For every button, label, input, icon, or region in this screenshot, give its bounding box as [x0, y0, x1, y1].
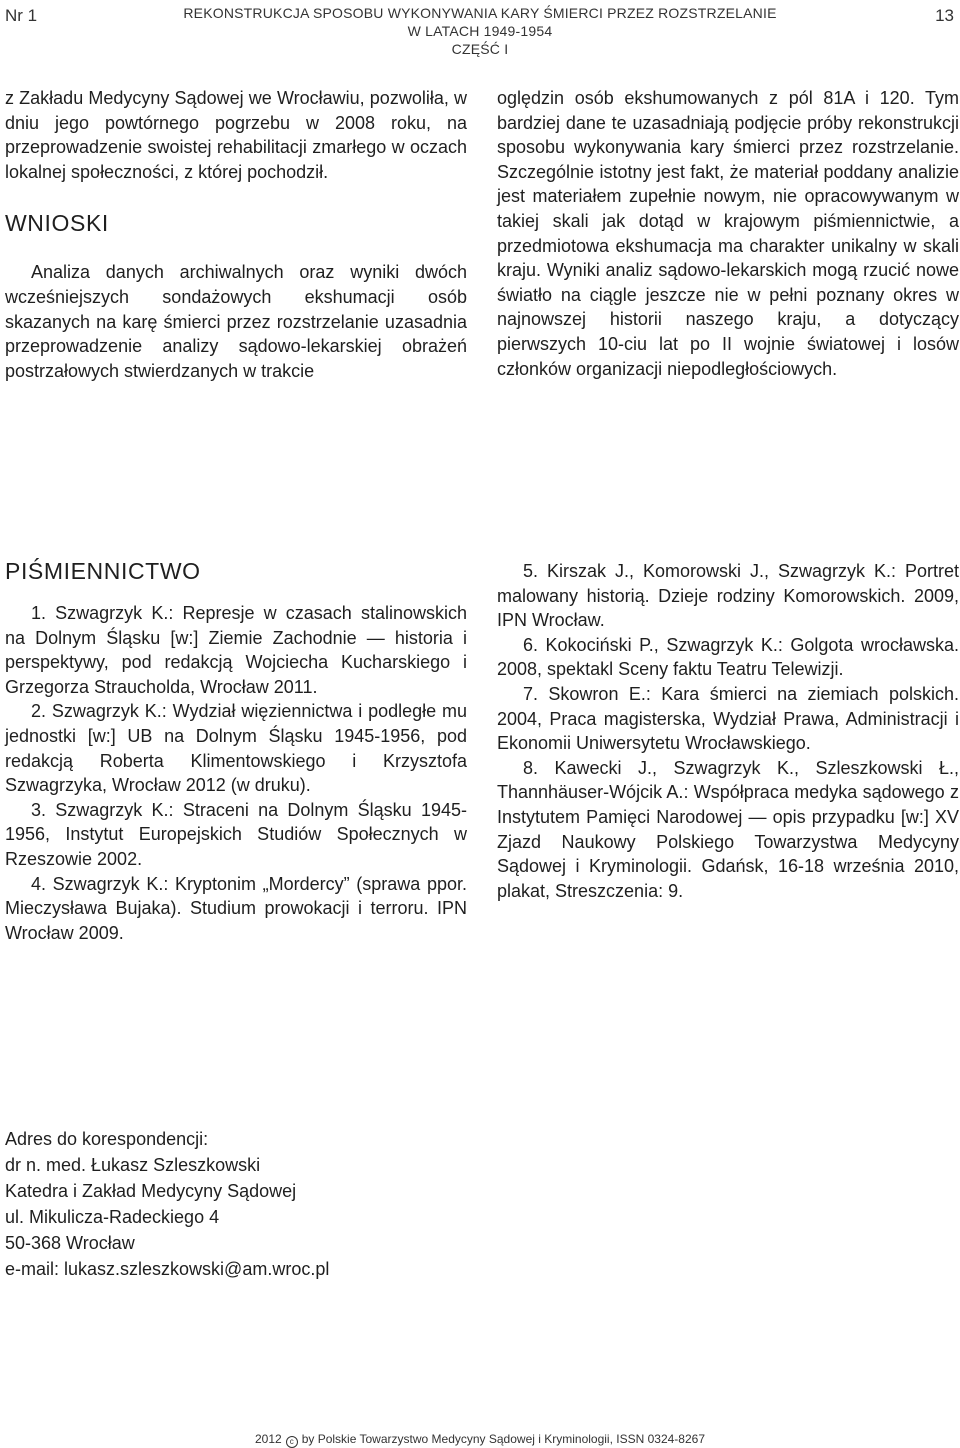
author-street: ul. Mikulicza-Radeckiego 4	[5, 1207, 220, 1227]
reference-item: 3. Szwagrzyk K.: Straceni na Dolnym Śląsku 1945-1956, Instytut Europejskich Studiów Społecznych w Rzeszowie 2002.	[5, 799, 467, 869]
correspondence-address	[5, 1126, 329, 1282]
reference-item: 4. Szwagrzyk K.: Kryptonim „Mordercy” (sprawa ppor. Mieczysława Bujaka). Studium prowokacji i terroru. IPN Wrocław 2009.	[5, 873, 467, 943]
conclusions-paragraph: Analiza danych archiwalnych oraz wyniki dwóch wcześniejszych sondażowych ekshumacji osób skazanych na karę śmierci przez rozstrzelanie uzasadnia przeprowadzenie analizy sądowo-lekarskiej obrażeń postrzałowych stwierdzanych w trakcie	[5, 262, 467, 381]
reference-item: 1. Szwagrzyk K.: Represje w czasach stalinowskich na Dolnym Śląsku [w:] Ziemie Zachodnie — historia i perspektywy, pod redakcją Wojciecha Kucharskiego i Grzegorza Straucholda, Wrocław 2011.	[5, 603, 467, 697]
reference-item: 6. Kokociński P., Szwagrzyk K.: Golgota wrocławska. 2008, spektakl Sceny faktu Teatru Telewizji.	[497, 634, 959, 680]
running-title-line-3: CZĘŚĆ I	[451, 41, 509, 57]
footer-year: 2012	[255, 1432, 282, 1446]
page-number: 13	[935, 6, 954, 25]
reference-item: 2. Szwagrzyk K.: Wydział więziennictwa i podległe mu jednostki [w:] UB na Dolnym Śląsku 1945-1956, pod redakcją Roberta Klimentowskiego i Krzysztofa Szwagrzyka, Wrocław 2012 (w druku).	[5, 701, 467, 796]
running-title	[160, 4, 800, 58]
author-email: e-mail: lukasz.szleszkowski@am.wroc.pl	[5, 1259, 330, 1279]
running-title-line-1: REKONSTRUKCJA SPOSOBU WYKONYWANIA KARY ŚMIERCI PRZEZ ROZSTRZELANIE	[183, 5, 777, 21]
issue-number: Nr 1	[5, 6, 38, 25]
references-left	[5, 557, 467, 945]
correspondence-label: Adres do korespondencji:	[5, 1129, 209, 1149]
reference-item: 5. Kirszak J., Komorowski J., Szwagrzyk K.: Portret malowany historią. Dzieje rodziny Komorowskich. 2009, IPN Wrocław.	[497, 561, 959, 631]
conclusions-heading: WNIOSKI	[5, 210, 109, 237]
reference-item: 7. Skowron E.: Kara śmierci na ziemiach polskich. 2004, Praca magisterska, Wydział Prawa, Administracji i Ekonomii Uniwersytetu Wrocławskiego.	[497, 683, 959, 754]
footer-text: by Polskie Towarzystwo Medycyny Sądowej i Kryminologii, ISSN 0324-8267	[301, 1432, 705, 1446]
right-column-top	[497, 86, 959, 381]
author-name: dr n. med. Łukasz Szleszkowski	[5, 1155, 261, 1175]
running-title-line-2: W LATACH 1949-1954	[407, 23, 553, 39]
continuation-paragraph: z Zakładu Medycyny Sądowej we Wrocławiu, pozwoliła, w dniu jego powtórnego pogrzebu w 2008 roku, na przeprowadzenie swoistej rehabilitacji zmarłego w oczach lokalnej społeczności, z której pochodził.	[5, 88, 467, 182]
page-footer	[0, 1432, 960, 1448]
references-heading: PIŚMIENNICTWO	[5, 558, 201, 584]
reference-item: 8. Kawecki J., Szwagrzyk K., Szleszkowski Ł., Thannhäuser-Wójcik A.: Współpraca medyka sądowego z Instytutem Pamięci Narodowej — opis przypadku [w:] XV Zjazd Naukowy Polskiego Towarzystwa Medycyny Sądowej i Kryminologii. Gdańsk, 16-18 września 2010, plakat, Streszczenia: 9.	[497, 757, 959, 901]
references-right	[497, 559, 959, 903]
left-column-top	[5, 86, 467, 383]
author-city: 50-368 Wrocław	[5, 1233, 135, 1253]
copyright-icon: c	[286, 1436, 298, 1448]
author-institution: Katedra i Zakład Medycyny Sądowej	[5, 1181, 297, 1201]
conclusions-continuation: oględzin osób ekshumowanych z pól 81A i 120. Tym bardziej dane te uzasadniają podjęcie próby rekonstrukcji sposobu wykonywania kary śmierci przez rozstrzelanie. Szczególnie istotny jest fakt, że materiał poddany analizie jest materiałem zupełnie nowym, nie opracowywanym w takiej skali jak dotąd w krajowym piśmiennictwie, a przedmiotowa ekshumacja ma charakter unikalny w skali kraju. Wyniki analiz sądowo-lekarskich mogą rzucić nowe światło na ciągle jeszcze nie w pełni poznany okres w najnowszej historii naszego kraju, a dotyczący pierwszych 10-ciu lat po II wojnie światowej i losów członków organizacji niepodległościowych.	[497, 88, 959, 379]
